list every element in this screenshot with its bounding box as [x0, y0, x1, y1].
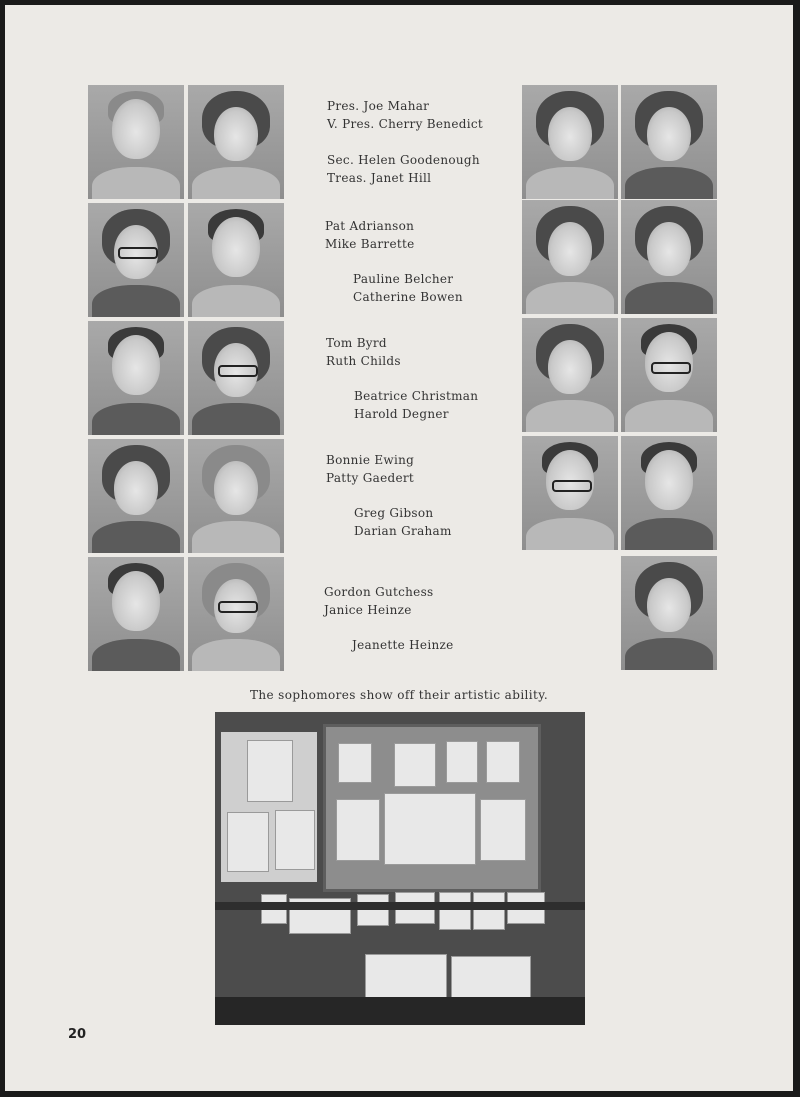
- floor: [215, 997, 585, 1025]
- name-group: [326, 451, 414, 487]
- officers-list: [327, 97, 483, 187]
- portrait-photo: [522, 200, 618, 314]
- portrait-photo: [621, 85, 717, 199]
- student-name: Beatrice Christman: [354, 389, 479, 403]
- student-name: Janice Heinze: [324, 603, 412, 617]
- name-group: [324, 583, 434, 619]
- page-number: 20: [68, 1027, 87, 1042]
- chalk-rail: [215, 902, 585, 910]
- portrait-photo: [188, 439, 284, 553]
- student-name: Mike Barrette: [325, 237, 415, 251]
- student-name: Catherine Bowen: [353, 290, 463, 304]
- student-name: Jeanette Heinze: [352, 638, 454, 652]
- portrait-photo: [88, 557, 184, 671]
- student-name: Harold Degner: [354, 407, 449, 421]
- name-group: [354, 504, 452, 540]
- name-group: [354, 387, 478, 423]
- name-group: [325, 217, 415, 253]
- portrait-photo: [188, 203, 284, 317]
- portrait-photo: [88, 321, 184, 435]
- student-name: Patty Gaedert: [326, 471, 415, 485]
- portrait-photo: [522, 318, 618, 432]
- portrait-photo: [621, 318, 717, 432]
- portrait-photo: [188, 321, 284, 435]
- student-name: Darian Graham: [354, 524, 452, 538]
- left-poster-board: [221, 732, 317, 882]
- student-name: Gordon Gutchess: [324, 585, 434, 599]
- portrait-photo: [88, 203, 184, 317]
- student-name: Greg Gibson: [354, 506, 434, 520]
- classroom-art-photo: [215, 712, 585, 1025]
- name-group: [326, 334, 401, 370]
- portrait-photo: [621, 436, 717, 550]
- student-name: Pat Adrianson: [325, 219, 415, 233]
- student-name: Ruth Childs: [326, 354, 401, 368]
- portrait-photo: [522, 436, 618, 550]
- officer-vice-president: V. Pres. Cherry Benedict: [327, 117, 483, 131]
- portrait-photo: [188, 557, 284, 671]
- yearbook-page: [5, 5, 793, 1091]
- photo-caption: The sophomores show off their artistic ability.: [249, 688, 549, 702]
- bulletin-board: [323, 724, 541, 892]
- officer-secretary: Sec. Helen Goodenough: [327, 153, 480, 167]
- name-group: [352, 636, 454, 654]
- officer-treasurer: Treas. Janet Hill: [327, 171, 432, 185]
- portrait-photo: [188, 85, 284, 199]
- portrait-photo: [522, 85, 618, 199]
- portrait-photo: [621, 200, 717, 314]
- student-name: Tom Byrd: [326, 336, 387, 350]
- portrait-photo: [621, 556, 717, 670]
- student-name: Pauline Belcher: [353, 272, 454, 286]
- student-name: Bonnie Ewing: [326, 453, 415, 467]
- portrait-photo: [88, 85, 184, 199]
- portrait-photo: [88, 439, 184, 553]
- officer-president: Pres. Joe Mahar: [327, 99, 430, 113]
- name-group: [353, 270, 463, 306]
